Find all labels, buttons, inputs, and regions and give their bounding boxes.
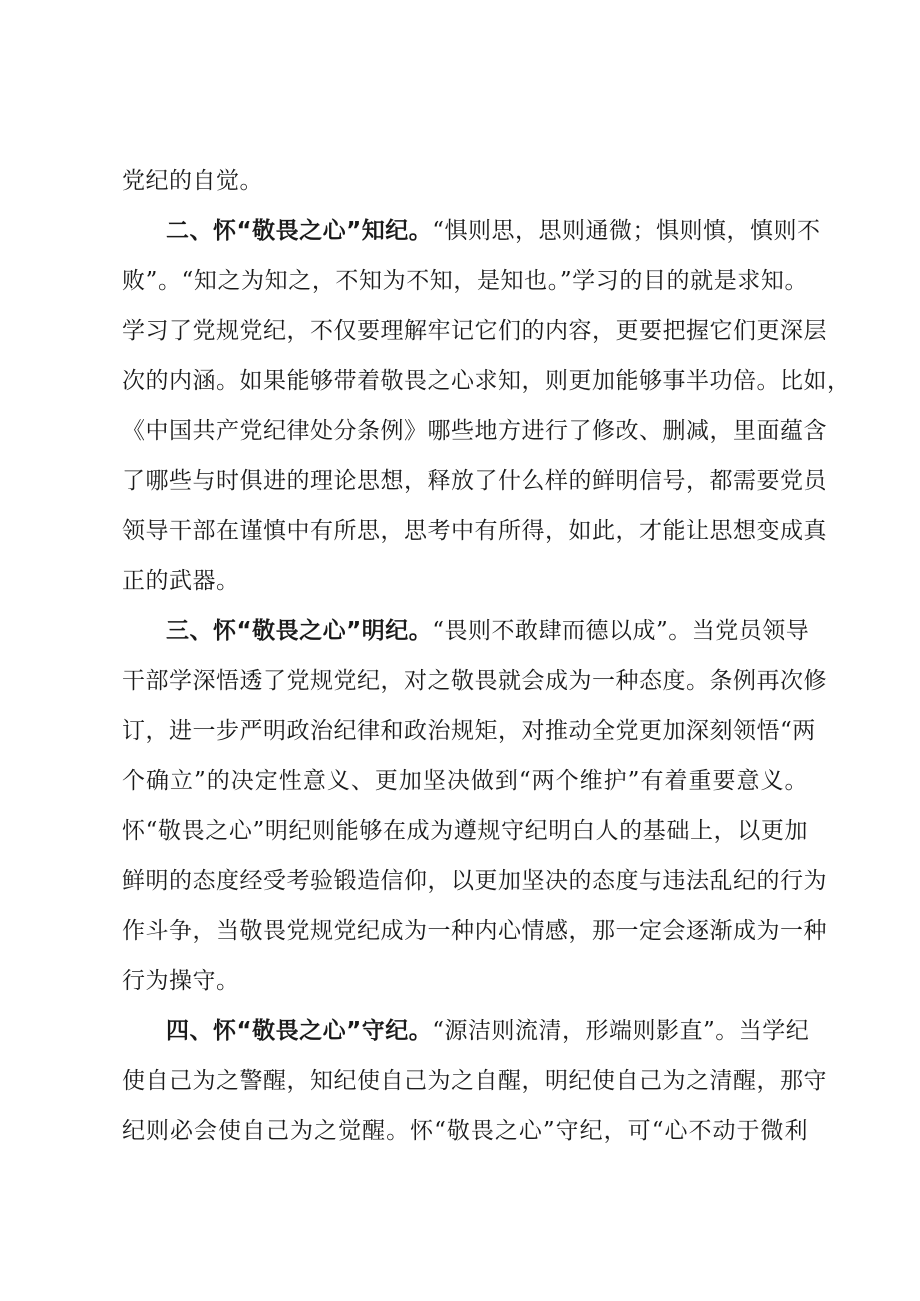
section-text: “畏则不敢肆而德以成”。当党员领导 (432, 618, 810, 644)
paragraph-line: 纪则必会使自己为之觉醒。怀“敬畏之心”守纪，可“心不动于微利 (122, 1118, 808, 1144)
paragraph-line: 领导干部在谨慎中有所思，思考中有所得，如此，才能让思想变成真 (122, 518, 827, 544)
section-first-line (166, 216, 821, 246)
section-heading: 四、怀“敬畏之心”守纪。 (166, 1018, 433, 1044)
paragraph-line: 干部学深悟透了党规党纪，对之敬畏就会成为一种态度。条例再次修 (122, 668, 827, 694)
paragraph-line: 败”。“知之为知之，不知为不知，是知也。”学习的目的就是求知。 (122, 268, 808, 294)
paragraph-line: 次的内涵。如果能够带着敬畏之心求知，则更加能够事半功倍。比如， (122, 368, 851, 394)
section-text: “惧则思，思则通微；惧则慎，慎则不 (432, 218, 821, 244)
paragraph-line: 正的武器。 (122, 568, 240, 594)
paragraph-line: 个确立”的决定性意义、更加坚决做到“两个维护”有着重要意义。 (122, 768, 808, 794)
section-first-line (166, 1016, 808, 1046)
section-heading: 三、怀“敬畏之心”明纪。 (166, 618, 433, 644)
paragraph-line: 鲜明的态度经受考验锻造信仰，以更加坚决的态度与违法乱纪的行为 (122, 868, 827, 894)
section-heading: 二、怀“敬畏之心”知纪。 (166, 218, 433, 244)
paragraph-line: 行为操守。 (122, 968, 240, 994)
paragraph-line: 学习了党规党纪，不仅要理解牢记它们的内容，更要把握它们更深层 (122, 318, 827, 344)
paragraph-line: 了哪些与时俱进的理论思想，释放了什么样的鲜明信号，都需要党员 (122, 468, 827, 494)
paragraph-line: 作斗争，当敬畏党规党纪成为一种内心情感，那一定会逐渐成为一种 (122, 918, 827, 944)
paragraph-line: 订，进一步严明政治纪律和政治规矩，对推动全党更加深刻领悟“两 (122, 718, 816, 744)
paragraph-line: 怀“敬畏之心”明纪则能够在成为遵规守纪明白人的基础上，以更加 (122, 818, 808, 844)
paragraph-line: 党纪的自觉。 (122, 168, 263, 194)
section-text: “源洁则流清，形端则影直”。当学纪 (432, 1018, 810, 1044)
section-first-line (166, 616, 808, 646)
paragraph-line: 使自己为之警醒，知纪使自己为之自醒，明纪使自己为之清醒，那守 (122, 1068, 827, 1094)
paragraph-line: 《中国共产党纪律处分条例》哪些地方进行了修改、删减，里面蕴含 (122, 418, 827, 444)
